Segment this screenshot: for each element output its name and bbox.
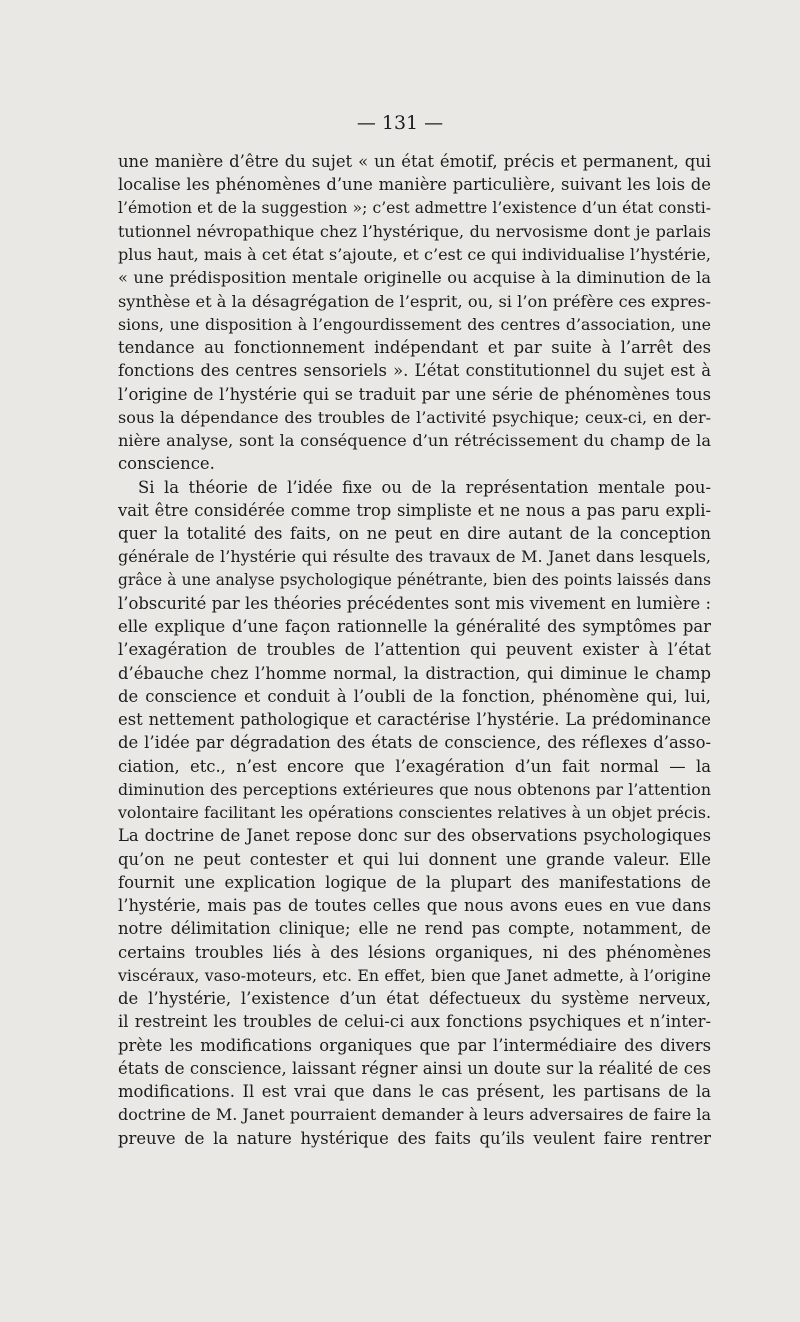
page-number: — 131 — xyxy=(356,112,444,134)
text-line: ciation, etc., n’est encore que l’exagération d’un fait normal — la xyxy=(118,756,711,776)
text-line: doctrine de M. Janet pourraient demander à leurs adversaires de faire la xyxy=(118,1105,711,1125)
text-line: conscience. xyxy=(118,454,215,474)
text-line: La doctrine de Janet repose donc sur des observations psychologiques xyxy=(118,826,711,846)
text-line: localise les phénomènes d’une manière particulière, suivant les lois de xyxy=(118,175,711,195)
text-line: elle explique d’une façon rationnelle la généralité des symptômes par xyxy=(118,617,711,636)
text-line: fournit une explication logique de la plupart des manifestations de xyxy=(118,872,711,892)
text-line: prète les modifications organiques que par l’intermédiaire des divers xyxy=(118,1035,711,1055)
text-line: Si la théorie de l’idée fixe ou de la représentation mentale pou- xyxy=(138,477,711,497)
text-line: il restreint les troubles de celui-ci aux fonctions psychiques et n’inter- xyxy=(118,1012,711,1032)
text-line: générale de l’hystérie qui résulte des travaux de M. Janet dans lesquels, xyxy=(118,547,711,567)
text-line: états de conscience, laissant régner ainsi un doute sur la réalité de ces xyxy=(118,1058,711,1078)
body-text xyxy=(118,150,711,1150)
text-line: de l’idée par dégradation des états de conscience, des réflexes d’asso- xyxy=(118,733,711,753)
text-line: diminution des perceptions extérieures que nous obtenons par l’attention xyxy=(118,779,711,799)
text-line: synthèse et à la désagrégation de l’esprit, ou, si l’on préfère ces expres- xyxy=(118,291,711,311)
text-line: volontaire facilitant les opérations conscientes relatives à un objet précis. xyxy=(118,803,711,822)
text-line: preuve de la nature hystérique des faits qu’ils veulent faire rentrer xyxy=(118,1128,711,1148)
text-line: plus haut, mais à cet état s’ajoute, et c’est ce qui individualise l’hystérie, xyxy=(118,245,711,264)
text-line: d’ébauche chez l’homme normal, la distraction, qui diminue le champ xyxy=(118,663,711,683)
text-line: vait être considérée comme trop simpliste et ne nous a pas paru expli- xyxy=(118,500,711,520)
text-line: de conscience et conduit à l’oubli de la fonction, phénomène qui, lui, xyxy=(118,686,711,706)
text-line: l’obscurité par les théories précédentes sont mis vivement en lumière : xyxy=(118,593,711,613)
text-line: sions, une disposition à l’engourdissement des centres d’association, une xyxy=(118,314,711,334)
text-line: fonctions des centres sensoriels ». L’état constitutionnel du sujet est à xyxy=(118,361,711,381)
text-line: viscéraux, vaso-moteurs, etc. En effet, bien que Janet admette, à l’origine xyxy=(118,965,711,985)
text-line: une manière d’être du sujet « un état émotif, précis et permanent, qui xyxy=(118,152,711,171)
text-line: « une prédisposition mentale originelle ou acquise à la diminution de la xyxy=(118,268,711,288)
text-line: l’exagération de troubles de l’attention qui peuvent exister à l’état xyxy=(118,640,711,660)
text-line: est nettement pathologique et caractérise l’hystérie. La prédominance xyxy=(118,710,711,729)
text-line: notre délimitation clinique; elle ne rend pas compte, notamment, de xyxy=(118,919,711,939)
text-line: qu’on ne peut contester et qui lui donnent une grande valeur. Elle xyxy=(118,849,711,869)
text-line: sous la dépendance des troubles de l’activité psychique; ceux-ci, en der- xyxy=(118,407,711,427)
text-line: certains troubles liés à des lésions organiques, ni des phénomènes xyxy=(118,942,711,962)
text-line: quer la totalité des faits, on ne peut en dire autant de la conception xyxy=(118,524,711,543)
text-line: grâce à une analyse psychologique pénétrante, bien des points laissés dans xyxy=(118,570,711,589)
paragraph-2 xyxy=(118,476,711,1150)
text-line: de l’hystérie, l’existence d’un état défectueux du système nerveux, xyxy=(118,989,711,1008)
text-line: l’émotion et de la suggestion »; c’est admettre l’existence d’un état consti- xyxy=(118,198,711,217)
text-line: nière analyse, sont la conséquence d’un rétrécissement du champ de la xyxy=(118,431,711,450)
text-line: tutionnel névropathique chez l’hystérique, du nervosisme dont je parlais xyxy=(118,221,711,241)
text-line: l’hystérie, mais pas de toutes celles que nous avons eues en vue dans xyxy=(118,896,711,915)
text-line: l’origine de l’hystérie qui se traduit par une série de phénomènes tous xyxy=(118,384,711,404)
text-line: modifications. Il est vrai que dans le cas présent, les partisans de la xyxy=(118,1082,711,1101)
paragraph-1 xyxy=(118,150,711,476)
text-line: tendance au fonctionnement indépendant et par suite à l’arrêt des xyxy=(118,338,711,357)
